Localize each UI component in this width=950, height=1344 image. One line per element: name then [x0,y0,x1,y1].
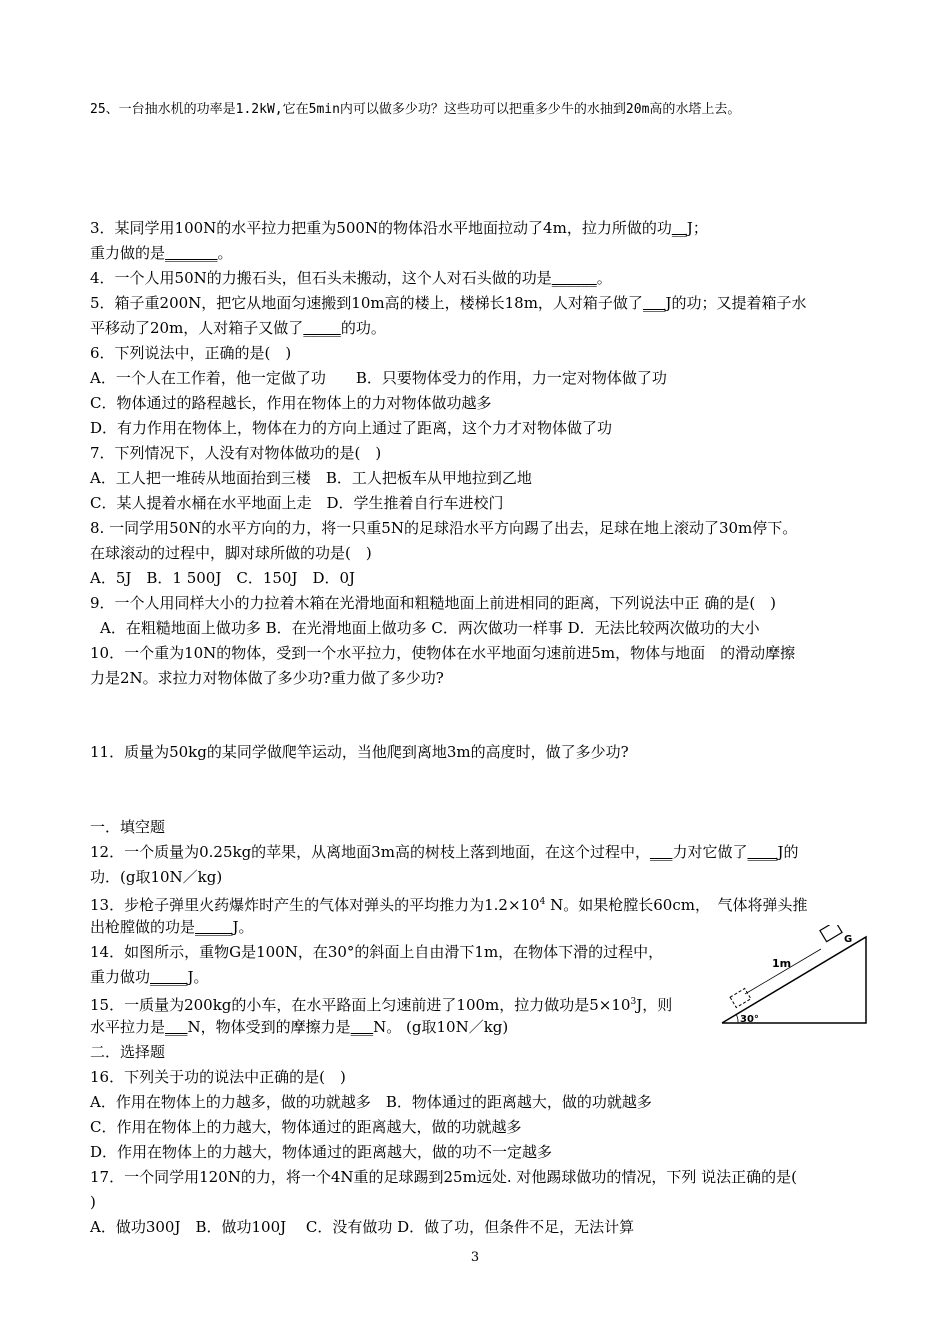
question-9-line-1: 9．一个人用同样大小的力拉着木箱在光滑地面和粗糙地面上前进相同的距离，下列说法中正 确的是( ) [90,594,777,612]
question-14-line-2: 重力做功_____J。 [90,968,209,986]
question-3-line-1: 3．某同学用100N的水平拉力把重为500N的物体沿水平地面拉动了4m，拉力所做的功__J； [90,219,708,237]
question-12-line-1: 12．一个质量为0.25kg的苹果，从离地面3m高的树枝上落到地面，在这个过程中，___力对它做了____J的 [90,843,799,861]
weight-label: G [844,934,853,945]
page-number: 3 [470,1250,480,1265]
question-7-option-cd: C．某人提着水桶在水平地面上走 D．学生推着自行车进校门 [90,494,504,512]
section-fill-in-heading: 一．填空题 [90,818,166,836]
incline-figure [718,925,870,1030]
question-6-option-c: C．物体通过的路程越长，作用在物体上的力对物体做功越多 [90,394,492,412]
length-label: 1m [772,957,792,970]
question-17-line-2: ) [90,1193,96,1211]
question-14-line-1: 14．如图所示，重物G是100N，在30°的斜面上自由滑下1m，在物体下滑的过程中， [90,943,664,961]
question-16-option-c: C．作用在物体上的力越大，物体通过的距离越大，做的功就越多 [90,1118,522,1136]
question-5-line-2: 平移动了20m，人对箱子又做了_____的功。 [90,319,386,337]
question-15-line-2: 水平拉力是___N，物体受到的摩擦力是___N。 (g取10N／kg) [90,1018,509,1036]
question-5-line-1: 5．箱子重200N，把它从地面匀速搬到10m高的楼上，楼梯长18m，人对箱子做了___J的功；又提着箱子水 [90,294,807,312]
angle-label: 30° [740,1014,759,1025]
question-13-line-2: 出枪膛做的功是_____J。 [90,918,254,936]
question-17-line-1: 17．一个同学用120N的力，将一个4N重的足球踢到25m远处. 对他踢球做功的情况，下列 说法正确的是( [90,1168,797,1186]
question-25: 25、一台抽水机的功率是1.2kW,它在5min内可以做多少功？这些功可以把重多少牛的水抽到20m高的水塔上去。 [90,102,741,117]
question-16-option-ab: A．作用在物体上的力越多，做的功就越多 B．物体通过的距离越大，做的功就越多 [90,1093,652,1111]
question-6-option-ab: A．一个人在工作着，他一定做了功 B．只要物体受力的作用，力一定对物体做了功 [90,369,667,387]
incline-triangle [722,937,866,1023]
question-13-line-1: 13．步枪子弹里火药爆炸时产生的气体对弹头的平均推力为$1.2\times 10^4$ N。如果枪膛长60cm， 气体将弹头推 [90,896,808,914]
question-9-options: A．在粗糙地面上做功多 B．在光滑地面上做功多 C．两次做功一样事 D．无法比较两次做功的大小 [100,619,760,637]
question-3-line-2: 重力做的是_______。 [90,244,233,262]
question-8-line-1: 8. 一同学用50N的水平方向的力，将一只重5N的足球沿水平方向踢了出去，足球在地上滚动了30m停下。 [90,519,798,537]
question-6-option-d: D．有力作用在物体上，物体在力的方向上通过了距离，这个力才对物体做了功 [90,419,613,437]
question-10-line-2: 力是2N。求拉力对物体做了多少功?重力做了多少功? [90,669,444,687]
question-7-option-ab: A．工人把一堆砖从地面抬到三楼 B．工人把板车从甲地拉到乙地 [90,469,532,487]
question-7-stem: 7．下列情况下，人没有对物体做功的是( ) [90,444,382,462]
question-8-options: A．5J B．1 500J C．150J D．0J [90,569,356,587]
question-8-line-2: 在球滚动的过程中，脚对球所做的功是( ) [90,544,372,562]
question-16-option-d: D．作用在物体上的力越大，物体通过的距离越大，做的功不一定越多 [90,1143,553,1161]
angle-arc [737,1015,739,1023]
section-choice-heading: 二．选择题 [90,1043,166,1061]
question-16-stem: 16．下列关于功的说法中正确的是( ) [90,1068,346,1086]
question-4: 4．一个人用50N的力搬石头，但石头未搬动，这个人对石头做的功是______。 [90,269,612,287]
question-15-line-1: 15．一质量为200kg的小车，在水平路面上匀速前进了100m，拉力做功是$5\times 10^3J$，则 [90,996,673,1014]
block-top [820,925,842,942]
question-12-line-2: 功．(g取10N／kg) [90,868,223,886]
question-6-stem: 6．下列说法中，正确的是( ) [90,344,292,362]
question-17-options: A．做功300J B．做功100J C．没有做功 D．做了功，但条件不足，无法计算 [90,1218,635,1236]
block-bottom-dashed [730,988,751,1007]
question-11: 11．质量为50kg的某同学做爬竿运动，当他爬到离地3m的高度时，做了多少功? [90,743,629,761]
question-10-line-1: 10．一个重为10N的物体，受到一个水平拉力，使物体在水平地面匀速前进5m，物体与地面 的滑动摩擦 [90,644,796,662]
